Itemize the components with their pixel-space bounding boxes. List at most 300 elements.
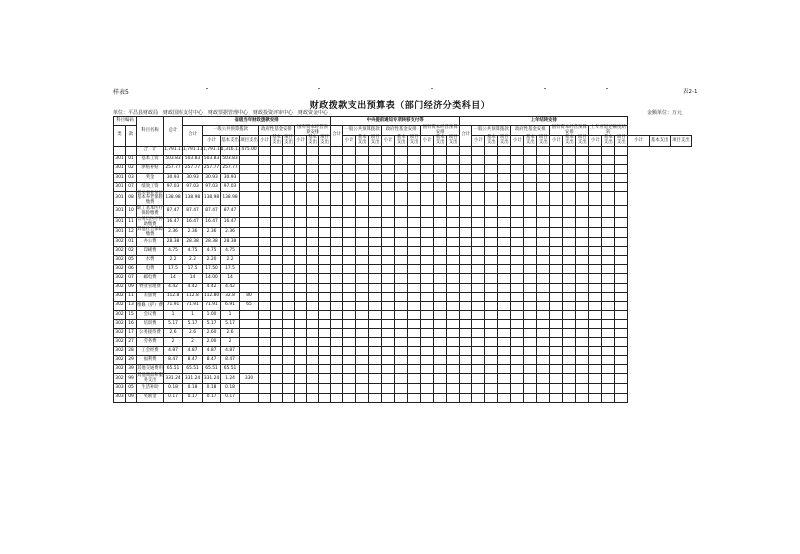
- empty-cell: [472, 301, 485, 310]
- header-leaf-subtotal: 小计: [628, 136, 649, 146]
- empty-cell: [615, 283, 628, 292]
- row-item-code: 09: [126, 393, 137, 402]
- empty-cell: [331, 393, 343, 402]
- empty-cell: [369, 218, 382, 228]
- empty-cell: [550, 206, 563, 218]
- table-row: [114, 247, 692, 256]
- empty-cell: [408, 393, 421, 402]
- empty-cell: [589, 365, 602, 374]
- row-general-basic: 30.93: [221, 173, 240, 182]
- row-general-subtotal: 2.00: [203, 338, 221, 347]
- empty-cell: [382, 393, 395, 402]
- empty-cell: [524, 228, 537, 238]
- empty-cell: [331, 191, 343, 206]
- empty-cell: [511, 329, 524, 338]
- empty-cell: [434, 347, 447, 356]
- empty-cell: [460, 274, 472, 283]
- empty-cell: [460, 393, 472, 402]
- empty-cell: [382, 374, 395, 384]
- row-class-code: 301: [114, 191, 126, 206]
- empty-cell: [295, 256, 307, 265]
- empty-cell: [331, 173, 343, 182]
- empty-cell: [576, 347, 589, 356]
- empty-cell: [319, 384, 331, 393]
- empty-cell: [356, 329, 369, 338]
- empty-cell: [524, 173, 537, 182]
- empty-cell: [589, 164, 602, 173]
- empty-cell: [550, 247, 563, 256]
- row-class-code: 301: [114, 228, 126, 238]
- row-subject-name: 电费: [137, 265, 164, 274]
- empty-cell: [511, 218, 524, 228]
- empty-cell: [602, 146, 615, 155]
- header-leaf-subtotal: 小计: [550, 136, 563, 146]
- empty-cell: [434, 301, 447, 310]
- empty-cell: [259, 347, 271, 356]
- empty-cell: [589, 393, 602, 402]
- empty-cell: [447, 365, 460, 374]
- empty-cell: [511, 374, 524, 384]
- empty-cell: [382, 228, 395, 238]
- empty-cell: [615, 206, 628, 218]
- empty-cell: [382, 256, 395, 265]
- empty-cell: [408, 182, 421, 191]
- empty-cell: [524, 265, 537, 274]
- empty-cell: [576, 265, 589, 274]
- empty-cell: [472, 247, 485, 256]
- empty-cell: [537, 347, 550, 356]
- empty-cell: [563, 319, 576, 328]
- empty-cell: [421, 374, 434, 384]
- empty-cell: [356, 310, 369, 319]
- empty-cell: [369, 319, 382, 328]
- table-row: [114, 173, 692, 182]
- empty-cell: [563, 182, 576, 191]
- empty-cell: [537, 218, 550, 228]
- header-subtotal: 合计: [331, 126, 343, 147]
- empty-cell: [576, 218, 589, 228]
- empty-cell: [460, 283, 472, 292]
- empty-cell: [395, 265, 408, 274]
- empty-cell: [550, 384, 563, 393]
- empty-cell: [498, 155, 511, 164]
- row-subject-name: 印刷费: [137, 247, 164, 256]
- empty-cell: [511, 247, 524, 256]
- empty-cell: [319, 319, 331, 328]
- header-leaf-subtotal: 小计: [259, 136, 271, 146]
- row-total: 1: [164, 310, 183, 319]
- empty-cell: [434, 191, 447, 206]
- row-subtotal: 112.8: [183, 292, 203, 301]
- empty-cell: [382, 329, 395, 338]
- empty-cell: [369, 191, 382, 206]
- empty-cell: [511, 155, 524, 164]
- empty-cell: [550, 365, 563, 374]
- empty-cell: [382, 292, 395, 301]
- empty-cell: [602, 164, 615, 173]
- empty-cell: [395, 329, 408, 338]
- empty-cell: [295, 182, 307, 191]
- empty-cell: [356, 265, 369, 274]
- row-item-code: 02: [126, 164, 137, 173]
- row-item-code: 27: [126, 338, 137, 347]
- empty-cell: [550, 301, 563, 310]
- empty-cell: [356, 256, 369, 265]
- empty-cell: [460, 384, 472, 393]
- empty-cell: [421, 265, 434, 274]
- empty-cell: [550, 228, 563, 238]
- empty-cell: [524, 365, 537, 374]
- empty-cell: [343, 338, 356, 347]
- empty-cell: [615, 292, 628, 301]
- empty-cell: [537, 191, 550, 206]
- row-subject-name: 奖金: [137, 173, 164, 182]
- empty-cell: [283, 146, 295, 155]
- row-general-project: [240, 384, 259, 393]
- empty-cell: [421, 329, 434, 338]
- row-class-code: 302: [114, 247, 126, 256]
- empty-cell: [395, 164, 408, 173]
- row-general-basic: 8.47: [221, 356, 240, 365]
- empty-cell: [576, 256, 589, 265]
- empty-cell: [395, 155, 408, 164]
- empty-cell: [434, 384, 447, 393]
- form-tag: 样表5: [113, 89, 129, 96]
- row-general-subtotal: 2.20: [203, 256, 221, 265]
- empty-cell: [511, 384, 524, 393]
- empty-cell: [295, 238, 307, 247]
- table-row: [114, 338, 692, 347]
- empty-cell: [421, 301, 434, 310]
- empty-cell: [498, 319, 511, 328]
- empty-cell: [356, 347, 369, 356]
- row-item-code: 02: [126, 247, 137, 256]
- empty-cell: [447, 247, 460, 256]
- empty-cell: [563, 173, 576, 182]
- empty-cell: [382, 356, 395, 365]
- empty-cell: [271, 365, 283, 374]
- empty-cell: [356, 384, 369, 393]
- empty-cell: [382, 301, 395, 310]
- empty-cell: [259, 206, 271, 218]
- header-leaf-project: 项目支出: [408, 136, 421, 146]
- empty-cell: [485, 173, 498, 182]
- empty-cell: [283, 292, 295, 301]
- empty-cell: [615, 329, 628, 338]
- empty-cell: [447, 218, 460, 228]
- row-class-code: 302: [114, 274, 126, 283]
- row-general-basic: 2.2: [221, 256, 240, 265]
- empty-cell: [511, 338, 524, 347]
- empty-cell: [295, 384, 307, 393]
- row-general-subtotal: 138.98: [203, 191, 221, 206]
- empty-cell: [524, 374, 537, 384]
- table-row: [114, 283, 692, 292]
- row-total: 4.87: [164, 347, 183, 356]
- empty-cell: [356, 283, 369, 292]
- row-general-subtotal: 112.80: [203, 292, 221, 301]
- empty-cell: [485, 238, 498, 247]
- empty-cell: [550, 338, 563, 347]
- empty-cell: [589, 238, 602, 247]
- empty-cell: [550, 283, 563, 292]
- empty-cell: [615, 218, 628, 228]
- row-general-basic: 32.8: [221, 292, 240, 301]
- header-state-capital: 国有资本经营预算安排: [422, 125, 458, 135]
- empty-cell: [434, 374, 447, 384]
- empty-cell: [319, 191, 331, 206]
- empty-cell: [271, 146, 283, 155]
- empty-cell: [447, 292, 460, 301]
- row-general-project: [240, 319, 259, 328]
- empty-cell: [550, 164, 563, 173]
- empty-cell: [259, 384, 271, 393]
- empty-cell: [511, 228, 524, 238]
- empty-cell: [615, 301, 628, 310]
- empty-cell: [307, 256, 319, 265]
- header-leaf-project: 项目支出: [320, 135, 329, 145]
- table-row: [114, 292, 692, 301]
- empty-cell: [408, 283, 421, 292]
- empty-cell: [283, 283, 295, 292]
- empty-cell: [283, 206, 295, 218]
- row-class-code: 302: [114, 329, 126, 338]
- empty-cell: [259, 338, 271, 347]
- empty-cell: [498, 338, 511, 347]
- empty-cell: [259, 265, 271, 274]
- row-subtotal: 71.91: [183, 301, 203, 310]
- empty-cell: [307, 146, 319, 155]
- empty-cell: [369, 274, 382, 283]
- empty-cell: [460, 365, 472, 374]
- row-total: 112.8: [164, 292, 183, 301]
- row-item-code: 39: [126, 365, 137, 374]
- header-pending: 上年应返还额度结转: [590, 125, 626, 135]
- empty-cell: [421, 393, 434, 402]
- empty-cell: [307, 374, 319, 384]
- empty-cell: [283, 301, 295, 310]
- empty-cell: [589, 301, 602, 310]
- header-gov-fund: 政府性基金安排: [259, 126, 295, 136]
- table-row: [114, 146, 692, 155]
- empty-cell: [498, 247, 511, 256]
- row-item-code: 28: [126, 347, 137, 356]
- empty-cell: [589, 155, 602, 164]
- row-total: 0.17: [164, 393, 183, 402]
- empty-cell: [307, 393, 319, 402]
- empty-cell: [343, 218, 356, 228]
- empty-cell: [550, 238, 563, 247]
- row-subtotal: 4.87: [183, 347, 203, 356]
- empty-cell: [331, 356, 343, 365]
- empty-cell: [319, 155, 331, 164]
- empty-cell: [485, 265, 498, 274]
- empty-cell: [498, 365, 511, 374]
- empty-cell: [511, 301, 524, 310]
- empty-cell: [421, 384, 434, 393]
- empty-cell: [589, 356, 602, 365]
- empty-cell: [511, 191, 524, 206]
- empty-cell: [485, 365, 498, 374]
- empty-cell: [319, 329, 331, 338]
- row-general-subtotal: 14.00: [203, 274, 221, 283]
- empty-cell: [615, 356, 628, 365]
- empty-cell: [369, 393, 382, 402]
- row-item-code: 05: [126, 256, 137, 265]
- empty-cell: [369, 365, 382, 374]
- empty-cell: [434, 319, 447, 328]
- empty-cell: [472, 265, 485, 274]
- empty-cell: [563, 206, 576, 218]
- empty-cell: [602, 338, 615, 347]
- empty-cell: [408, 347, 421, 356]
- header-leaf-subtotal: 小计: [343, 136, 356, 146]
- empty-cell: [295, 218, 307, 228]
- row-general-basic: 1: [221, 310, 240, 319]
- row-total: 2: [164, 338, 183, 347]
- row-total: 4.42: [164, 283, 183, 292]
- scan-speck: [318, 88, 320, 89]
- row-subject-name: 绩效工资: [137, 182, 164, 191]
- empty-cell: [472, 218, 485, 228]
- header-subtotal: 合计: [460, 126, 472, 147]
- empty-cell: [408, 274, 421, 283]
- empty-cell: [576, 329, 589, 338]
- empty-cell: [395, 238, 408, 247]
- empty-cell: [307, 164, 319, 173]
- header-leaf-basic: 基本支出: [602, 136, 615, 146]
- empty-cell: [485, 191, 498, 206]
- empty-cell: [434, 206, 447, 218]
- row-class-code: 302: [114, 310, 126, 319]
- row-total: 4.75: [164, 247, 183, 256]
- table-row: [114, 228, 692, 238]
- empty-cell: [524, 292, 537, 301]
- row-subtotal: 30.93: [183, 173, 203, 182]
- table-row: [114, 164, 692, 173]
- empty-cell: [589, 173, 602, 182]
- empty-cell: [498, 274, 511, 283]
- row-general-project: 475.00: [240, 146, 259, 155]
- row-item-code: 09: [126, 283, 137, 292]
- empty-cell: [563, 274, 576, 283]
- empty-cell: [511, 319, 524, 328]
- row-general-project: [240, 155, 259, 164]
- empty-cell: [307, 384, 319, 393]
- empty-cell: [434, 155, 447, 164]
- empty-cell: [259, 356, 271, 365]
- row-subtotal: 2: [183, 338, 203, 347]
- row-general-basic: 0.17: [221, 393, 240, 402]
- empty-cell: [259, 374, 271, 384]
- empty-cell: [259, 393, 271, 402]
- empty-cell: [602, 374, 615, 384]
- row-general-subtotal: 5.17: [203, 319, 221, 328]
- empty-cell: [343, 393, 356, 402]
- empty-cell: [511, 146, 524, 155]
- empty-cell: [295, 191, 307, 206]
- empty-cell: [498, 310, 511, 319]
- empty-cell: [356, 191, 369, 206]
- empty-cell: [550, 292, 563, 301]
- empty-cell: [615, 265, 628, 274]
- empty-cell: [408, 206, 421, 218]
- empty-cell: [259, 228, 271, 238]
- empty-cell: [421, 319, 434, 328]
- row-subtotal: 331.24: [183, 374, 203, 384]
- row-subject-name: 维修（护）费: [137, 301, 164, 310]
- row-general-project: [240, 310, 259, 319]
- empty-cell: [319, 310, 331, 319]
- empty-cell: [271, 384, 283, 393]
- empty-cell: [602, 173, 615, 182]
- empty-cell: [524, 206, 537, 218]
- row-subtotal: 257.77: [183, 164, 203, 173]
- empty-cell: [271, 173, 283, 182]
- empty-cell: [395, 374, 408, 384]
- empty-cell: [395, 393, 408, 402]
- empty-cell: [550, 329, 563, 338]
- row-subtotal: 0.18: [183, 384, 203, 393]
- empty-cell: [537, 374, 550, 384]
- row-subject-name: 办公费: [137, 238, 164, 247]
- row-item-code: 06: [126, 265, 137, 274]
- empty-cell: [460, 265, 472, 274]
- row-class-code: 301: [114, 218, 126, 228]
- row-class-code: 302: [114, 319, 126, 328]
- empty-cell: [485, 301, 498, 310]
- empty-cell: [259, 274, 271, 283]
- empty-cell: [395, 319, 408, 328]
- empty-cell: [283, 265, 295, 274]
- row-general-basic: 5.17: [221, 319, 240, 328]
- empty-cell: [447, 347, 460, 356]
- empty-cell: [307, 329, 319, 338]
- empty-cell: [343, 365, 356, 374]
- empty-cell: [271, 310, 283, 319]
- header-leaf-basic: 基本支出: [649, 136, 670, 146]
- row-subject-name: 培训费: [137, 319, 164, 328]
- empty-cell: [395, 173, 408, 182]
- empty-cell: [602, 384, 615, 393]
- empty-cell: [307, 173, 319, 182]
- header-leaf-subtotal: 小计: [589, 136, 602, 146]
- empty-cell: [295, 283, 307, 292]
- empty-cell: [283, 155, 295, 164]
- empty-cell: [615, 384, 628, 393]
- row-subtotal: 87.47: [183, 206, 203, 218]
- empty-cell: [307, 338, 319, 347]
- table-row: [114, 365, 692, 374]
- empty-cell: [589, 384, 602, 393]
- empty-cell: [319, 256, 331, 265]
- empty-cell: [331, 301, 343, 310]
- empty-cell: [331, 374, 343, 384]
- row-total: 97.03: [164, 182, 183, 191]
- empty-cell: [382, 274, 395, 283]
- table-row: [114, 206, 692, 218]
- empty-cell: [447, 338, 460, 347]
- empty-cell: [447, 274, 460, 283]
- empty-cell: [511, 365, 524, 374]
- empty-cell: [307, 238, 319, 247]
- empty-cell: [331, 265, 343, 274]
- header-group-central: 中央提前通知专项转移支付等: [331, 117, 460, 126]
- row-class-code: 301: [114, 164, 126, 173]
- empty-cell: [421, 292, 434, 301]
- empty-cell: [319, 356, 331, 365]
- empty-cell: [421, 365, 434, 374]
